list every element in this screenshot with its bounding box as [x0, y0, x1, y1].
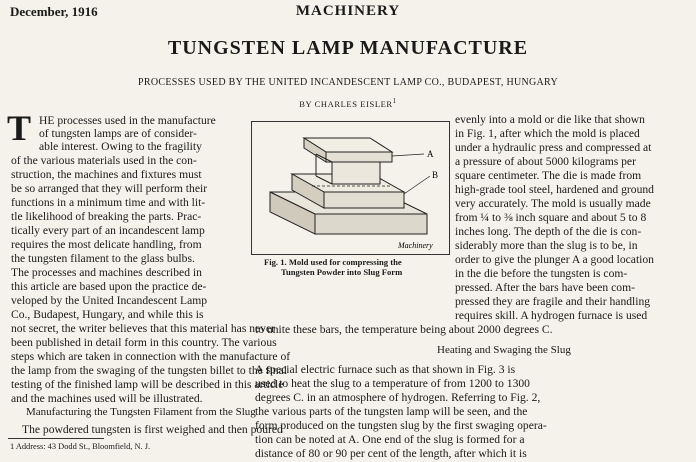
byline-text: BY CHARLES EISLER	[299, 98, 393, 109]
heating-line: distance of 80 or 90 per cent of the length, after which it is	[255, 447, 527, 460]
heating-line: used to heat the slug to a temperature of from 1200 to 1300	[255, 377, 530, 390]
right-line: order to give the plunger A a good location	[455, 253, 654, 266]
article-title: TUNGSTEN LAMP MANUFACTURE	[167, 37, 529, 59]
footnote-rule	[8, 438, 104, 439]
right-line: in the die before the tungsten is com-	[455, 267, 628, 280]
filament-line: The powdered tungsten is first weighed and then poured	[22, 423, 283, 436]
left-line: HE processes used in the manufacture	[39, 114, 216, 127]
figure-label-a: A	[427, 149, 434, 159]
right-line: pressed they are fragile and their handling	[455, 295, 651, 308]
right-line: a pressure of about 5000 kilograms per	[455, 155, 636, 168]
right-line: in Fig. 1, after which the mold is placed	[455, 127, 640, 140]
left-line: functions in a minimum time and with lit-	[11, 196, 206, 209]
figure-label-b: B	[432, 170, 439, 180]
magazine-name: MACHINERY	[295, 3, 401, 19]
right-line: to unite these bars, the temperature being about 2000 degrees C.	[255, 323, 553, 336]
article-subtitle: PROCESSES USED BY THE UNITED INCANDESCENT LAMP CO., BUDAPEST, HUNGARY	[138, 77, 558, 88]
left-line: Co., Budapest, Hungary, and while this is	[11, 308, 204, 321]
wide-line: testing of the finished lamp will be described in this article	[11, 378, 284, 391]
article-byline	[0, 97, 696, 109]
right-line: very accurately. The mold is usually made	[455, 197, 651, 210]
figure-signature: Machinery	[398, 241, 433, 250]
left-line: struction, the machines and fixtures must	[11, 168, 202, 181]
right-line: pressed. After the bars have been com-	[455, 281, 635, 294]
footnote: 1 Address: 43 Dodd St., Bloomfield, N. J.	[10, 442, 151, 451]
figure-1	[251, 121, 450, 255]
heating-line: the various parts of the tungsten lamp will be seen, and the	[255, 405, 528, 418]
left-line: requires the most delicate handling, from	[11, 238, 202, 251]
drop-cap: T	[7, 108, 32, 148]
right-line: square centimeter. The die is made from	[455, 169, 642, 182]
figure-caption-line: Fig. 1. Mold used for compressing the	[264, 257, 402, 267]
right-line: from ¼ to ⅜ inch square and about 5 to 8	[455, 211, 647, 224]
figure-caption-line: Tungsten Powder into Slug Form	[281, 267, 403, 277]
mold-illustration	[252, 122, 449, 254]
right-line: inches long. The depth of the die is con-	[455, 225, 642, 238]
heating-line: A special electric furnace such as that shown in Fig. 3 is	[255, 363, 516, 376]
left-line: of tungsten lamps are of consider-	[39, 127, 197, 140]
heating-line: tion can be noted at A. One end of the slug is formed for a	[255, 433, 525, 446]
heating-line: form produced on the tungsten slug by the first swaging opera-	[255, 419, 547, 432]
left-line: The processes and machines described in	[11, 266, 202, 279]
right-line: evenly into a mold or die like that shown	[455, 113, 645, 126]
right-line: under a hydraulic press and compressed at	[455, 141, 652, 154]
section-heading-filament: Manufacturing the Tungsten Filament from the Slug	[26, 406, 256, 418]
wide-line: not secret, the writer believes that this material has never	[11, 322, 275, 335]
heating-line: degrees C. in an atmosphere of hydrogen. Referring to Fig. 2,	[255, 391, 541, 404]
right-line: high-grade tool steel, hardened and ground	[455, 183, 654, 196]
left-line: tically every part of an incandescent lamp	[11, 224, 205, 237]
left-line: the tungsten filament to the glass bulbs.	[11, 252, 195, 265]
left-line: be so arranged that they will perform their	[11, 182, 208, 195]
wide-line: been published in detail form in this country. The various	[11, 336, 277, 349]
left-line: this article are based upon the practice de-	[11, 280, 207, 293]
left-line: of the various materials used in the con-	[11, 154, 197, 167]
wide-line: the lamp from the swaging of the tungsten billet to the final	[11, 364, 287, 377]
left-line: tle likelihood of breaking the parts. Prac-	[11, 210, 202, 223]
left-line: veloped by the United Incandescent Lamp	[11, 294, 208, 307]
right-line: requires skill. A hydrogen furnace is used	[455, 309, 648, 322]
wide-line: steps which are taken in connection with the manufacture of	[11, 350, 291, 363]
byline-footnote-mark: 1	[392, 97, 397, 105]
right-line: siderably more than the slug is to be, in	[455, 239, 638, 252]
section-heading-heating: Heating and Swaging the Slug	[437, 344, 571, 356]
wide-line: and the machines used will be illustrated.	[11, 392, 203, 405]
left-line: able interest. Owing to the fragility	[39, 140, 202, 153]
header-date: December, 1916	[10, 4, 98, 19]
